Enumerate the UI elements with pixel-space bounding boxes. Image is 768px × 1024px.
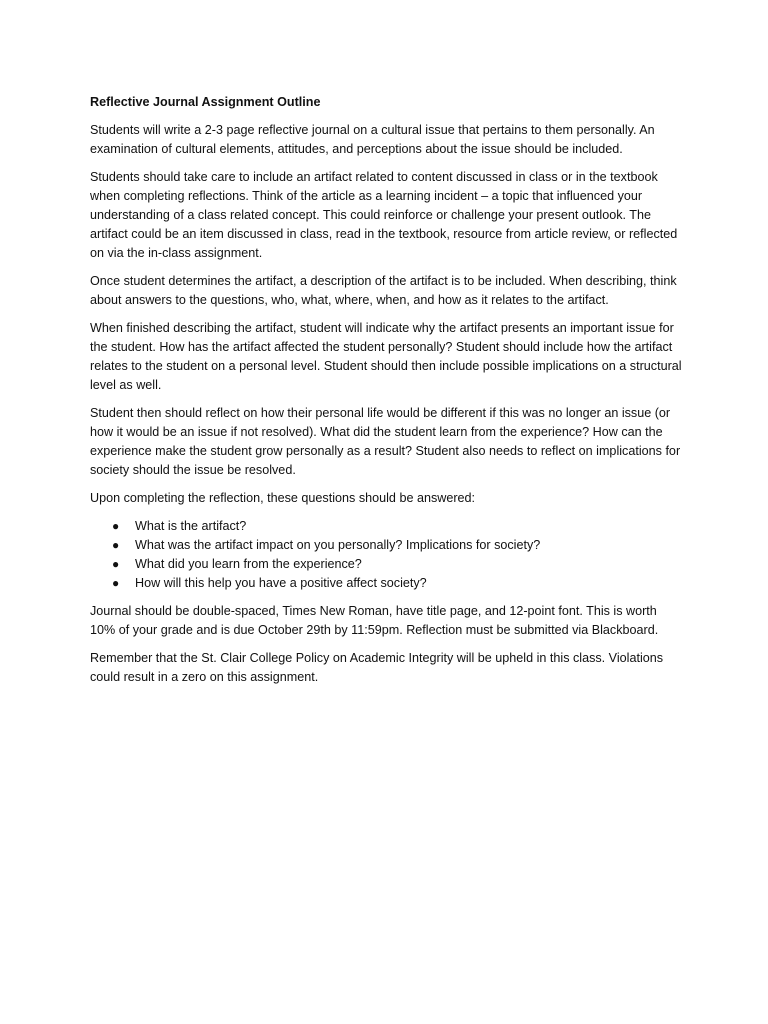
- paragraph-artifact-importance: When finished describing the artifact, student will indicate why the artifact presents an important issue for the student. How has the artifact affected the student personally? Student should include how the artifact relates to the student on a personal level. Student should then include possible implications on a structural level as well.: [90, 321, 682, 392]
- list-item: [90, 517, 682, 536]
- bullet-icon: ●: [112, 557, 120, 571]
- paragraph-academic-integrity: Remember that the St. Clair College Policy on Academic Integrity will be upheld in this class. Violations could result in a zero on this assignment.: [90, 651, 664, 684]
- questions-list: [90, 517, 682, 593]
- bullet-icon: ●: [112, 538, 120, 552]
- paragraph-questions-intro: Upon completing the reflection, these questions should be answered:: [90, 491, 476, 505]
- question-text: What did you learn from the experience?: [135, 557, 362, 571]
- paragraph-artifact-requirement: Students should take care to include an artifact related to content discussed in class or in the textbook when completing reflections. Think of the article as a learning incident – a topic that influenced your understanding of a class related concept. This could reinforce or challenge your present outlook. The artifact could be an item discussed in class, read in the textbook, resource from article review, or reflected on via the in-class assignment.: [90, 170, 678, 260]
- question-text: What was the artifact impact on you personally? Implications for society?: [135, 538, 541, 552]
- list-item: [90, 574, 682, 593]
- document-page: [90, 93, 682, 696]
- paragraph-formatting-requirements: Journal should be double-spaced, Times New Roman, have title page, and 12-point font. This is worth 10% of your grade and is due October 29th by 11:59pm. Reflection must be submitted via Blackboard.: [90, 604, 659, 637]
- list-item: [90, 555, 682, 574]
- question-text: What is the artifact?: [135, 519, 247, 533]
- paragraph-overview: Students will write a 2-3 page reflective journal on a cultural issue that pertains to them personally. An examination of cultural elements, attitudes, and perceptions about the issue should be included.: [90, 123, 655, 156]
- bullet-icon: ●: [112, 576, 120, 590]
- question-text: How will this help you have a positive affect society?: [135, 576, 427, 590]
- paragraph-artifact-description: Once student determines the artifact, a description of the artifact is to be included. When describing, think about answers to the questions, who, what, where, when, and how as it relates to the artifact.: [90, 274, 677, 307]
- bullet-icon: ●: [112, 519, 120, 533]
- list-item: [90, 536, 682, 555]
- document-title: Reflective Journal Assignment Outline: [90, 95, 321, 109]
- paragraph-personal-reflection: Student then should reflect on how their personal life would be different if this was no longer an issue (or how it would be an issue if not resolved). What did the student learn from the experience? How can the experience make the student grow personally as a result? Student also needs to reflect on implications for society should the issue be resolved.: [90, 406, 681, 477]
